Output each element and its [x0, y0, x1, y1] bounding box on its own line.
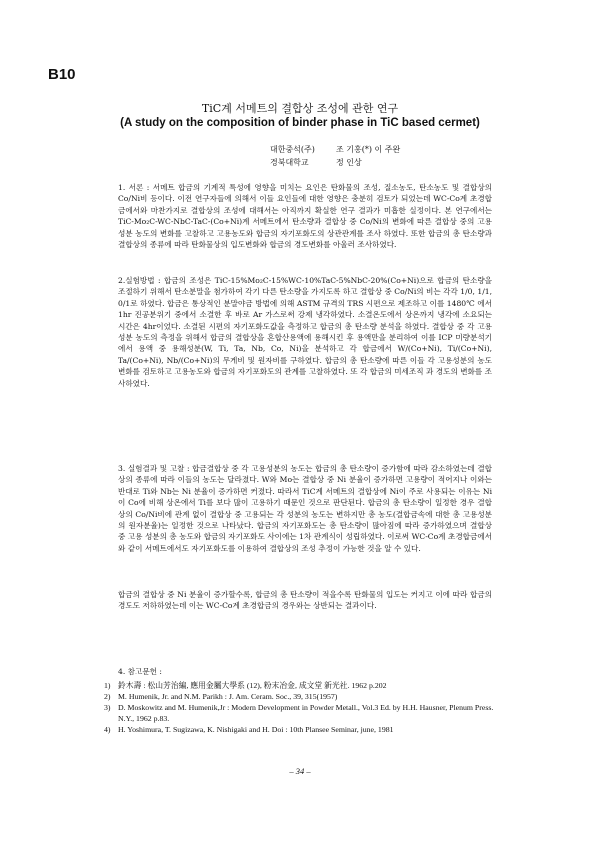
title-english: (A study on the composition of binder phase in TiC based cermet): [120, 117, 480, 129]
section-methods: [118, 275, 492, 389]
methods-text: 2.실험방법 : 합금의 조성은 TiC-15%Mo₂C-15%WC-10%TaC-5%NbC-20%(Co+Ni)으로 합금의 탄소량을 조절하기 위해서 탄소분말을 첨가하여 각기 다른 탄소량을 가지도록 하고 결합상 중 Co/Ni의 비는 각각 1/0, 1/1, 0/1로 하였다. 합금은 통상적인 분말야금 방법에 의해 ASTM 규격의 TRS 시편으로 제조하고 이를 1480℃ 에서 1hr 진공분위기 중에서 소결한 후 바로 Ar 가스로써 강제 냉각하였다. 소결온도에서 상온까지 냉각에 소요되는 시간은 4hr이었다. 소결된 시편의 자기포화도값을 측정하고 합금의 총 탄소량 분석을 하였다. 결합상 중 각 고용성분 농도의 측정을 위해서 합금의 결합상을 혼합산용액에 용해시킨 후 용액만을 분리하여 이를 ICP 미량분석기에서 용액 중 용해성분(W, Ti, Ta, Nb, Co, Ni)을 분석하고 각 합금에서 W/(Co+Ni), Ti/(Co+Ni), Ta/(Co+Ni), Nb/(Co+Ni)의 무게비 및 원자비를 구하였다. 합금의 총 탄소량에 따른 이들 각 고용성분의 농도변화를 검토하고 고용농도와 합금의 자기포화도의 관계를 고찰하였다. 또 각 합금의 미세조직 과 경도의 변화를 조사하였다.: [118, 276, 492, 388]
references-heading: 4. 참고문헌 :: [118, 667, 162, 676]
reference-text: D. Moskowitz and M. Humenik,Jr : Modern Development in Powder Metall., Vol.3 Ed. by H.H. Hausner, Plenum Press. N.Y., 1962 p.83.: [118, 703, 494, 723]
page-number: – 34 –: [289, 766, 311, 776]
references-list: [104, 680, 494, 735]
section-results-continued: [118, 589, 492, 612]
affiliation-1: 대한중석(주): [270, 145, 315, 154]
reference-number: 1): [104, 681, 111, 690]
affiliation-2: 경북대학교: [270, 158, 309, 167]
author-names-2: 정 인상: [336, 158, 362, 167]
reference-text: M. Humenik, Jr. and N.M. Parikh : J. Am. Ceram. Soc., 39, 315(1957): [118, 692, 338, 701]
section-results: [118, 463, 492, 554]
page-code: B10: [48, 66, 76, 83]
introduction-text: 1. 서론 : 서메트 합금의 기계적 특성에 영향을 미치는 요인은 탄화물의 조성, 질소농도, 탄소농도 및 결합상의 Co/Ni비 등이다. 이전 연구자들에 의해서 이들 요인들에 대한 영향은 충분히 검토가 되었는데 WC-Co계 초경합금에서와 마찬가지로 결합상의 조성에 대해서는 아직까지 확실한 연구 결과가 미흡한 실정이다. 본 연구에서는 TiC-Mo₂C-WC-NbC-TaC-(Co+Ni)계 서메트에서 탄소량과 결합상 중 Co/Ni의 변화에 따른 결합상 중의 고용성분 농도의 변화를 고찰하고 고용농도와 합금의 자기포화도의 상관관계를 조사 하였다. 또한 합금의 총 탄소량과 결합상의 종류에 따라 탄화물상의 입도변화와 합금의 경도변화를 아울러 조사하였다.: [118, 183, 492, 250]
reference-number: 2): [104, 692, 111, 701]
reference-text: H. Yoshimura, T. Sugizawa, K. Nishigaki and H. Doi : 10th Plansee Seminar, june, 1981: [118, 725, 394, 734]
author-block: [270, 143, 400, 169]
reference-number: 3): [104, 703, 111, 712]
author-names-1: 조 기홍(*) 이 주완: [336, 145, 401, 154]
title-korean: TiC계 서메트의 결합상 조성에 관한 연구: [201, 102, 399, 115]
reference-item: [104, 680, 494, 691]
results-text-2: 합금의 결합상 중 Ni 분율이 증가할수록, 합금의 총 탄소량이 적을수록 탄화물의 입도는 커지고 이에 따라 합금의 경도도 저하하였는데 이는 WC-Co계 초경합금의 경우와는 상반되는 결과이다.: [118, 590, 492, 611]
reference-item: [104, 724, 494, 735]
reference-item: [104, 691, 494, 702]
section-introduction: [118, 182, 492, 250]
author-row-1: [270, 143, 400, 156]
reference-text: 鈴木壽 : 松山芳治編, 應用金屬大學系 (12), 粉末冶金, 成文堂 新光社. 1962 p.202: [118, 681, 387, 690]
results-text: 3. 실험결과 및 고찰 : 합금결합상 중 각 고용성분의 농도는 합금의 총 탄소량이 증가함에 따라 감소하였는데 결합상의 종류에 따라 이들의 농도는 달라졌다. W와 Mo는 결합상 중 Ni 분율이 증가하면 고용량이 적어지나 이와는 반대로 Ti와 Nb는 Ni 분율이 증가하면 커졌다. 따라서 TiC계 서메트의 결합상에 Ni이 주로 사용되는 이유는 Ni이 Co에 비해 상온에서 Ti를 보다 많이 고용하기 때문인 것으로 판단된다. 합금의 총 탄소량이 일정한 경우 결합상의 Co/Ni비에 관계 없이 결합상 중 고용되는 각 성분의 농도는 변하지만 총 농도(결합금속에 대한 총 고용성분의 원자분율)는 일정한 것으로 나타났다. 합금의 자기포화도는 총 탄소량이 많아짐에 따라 증가하였으며 결합상 중 고용 성분의 총 농도와 합금의 자기포화도 사이에는 1차 관계식이 성립하였다. 이로써 WC-Co계 초경합금에서와 같이 서메트에서도 자기포화도를 이용하여 결합상의 조성 추정이 가능한 것을 알 수 있다.: [118, 464, 492, 553]
reference-number: 4): [104, 725, 111, 734]
reference-item: [104, 702, 494, 724]
author-row-2: [270, 156, 400, 169]
